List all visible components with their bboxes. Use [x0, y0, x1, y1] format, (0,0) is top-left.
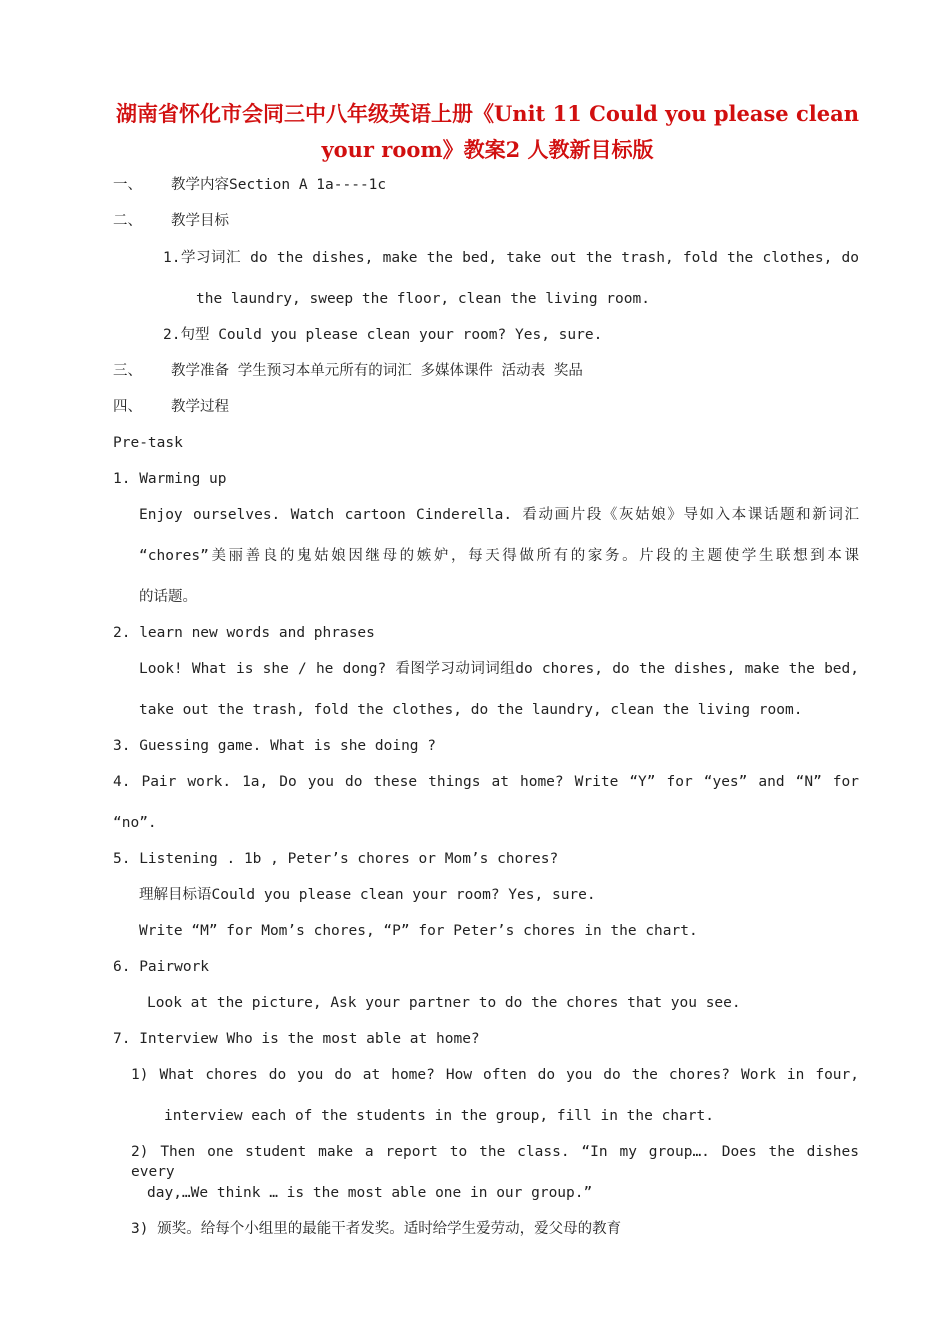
step-7-item-1-line-1: 1) What chores do you do at home? How often do you do the chores? Work in four,	[131, 1067, 859, 1083]
section-goals	[113, 211, 229, 231]
goal-vocabulary-line-2: the laundry, sweep the floor, clean the living room.	[196, 291, 650, 307]
step-1-heading: 1. Warming up	[113, 471, 227, 487]
section-number: 四、	[113, 399, 142, 415]
step-4-line-2: “no”.	[113, 815, 157, 831]
step-2-heading: 2. learn new words and phrases	[113, 625, 375, 641]
step-2-line-2: take out the trash, fold the clothes, do the laundry, clean the living room.	[139, 702, 803, 718]
step-7-item-1-line-2: interview each of the students in the group, fill in the chart.	[164, 1108, 714, 1124]
step-6-heading: 6. Pairwork	[113, 959, 210, 975]
step-7-heading: 7. Interview Who is the most able at home?	[113, 1031, 480, 1047]
section-text: 教学内容Section A 1a----1c	[171, 177, 387, 193]
step-6-line-1: Look at the picture, Ask your partner to do the chores that you see.	[147, 995, 741, 1011]
section-number: 三、	[113, 363, 142, 379]
section-preparation	[113, 361, 583, 381]
step-3: 3. Guessing game. What is she doing ?	[113, 738, 437, 754]
section-number: 二、	[113, 213, 142, 229]
step-1-line-2: “chores”美丽善良的鬼姑娘因继母的嫉妒，每天得做所有的家务。片段的主题使学生联想到本课	[139, 548, 859, 564]
step-1-line-3: 的话题。	[139, 589, 197, 605]
goal-vocabulary-line-1: 1.学习词汇 do the dishes, make the bed, take out the trash, fold the clothes, do	[163, 250, 859, 266]
title-line-1: 湖南省怀化市会同三中八年级英语上册《Unit 11 Could you please clean	[116, 101, 859, 126]
step-7-item-2-line-1: 2) Then one student make a report to the class. “In my group…. Does the dishes every	[131, 1144, 859, 1180]
section-text: 教学过程	[171, 399, 229, 415]
step-7-item-3: 3) 颁奖。给每个小组里的最能干者发奖。适时给学生爱劳动，爱父母的教育	[131, 1221, 622, 1237]
step-1-line-1: Enjoy ourselves. Watch cartoon Cinderella. 看动画片段《灰姑娘》导如入本课话题和新词汇	[139, 507, 859, 523]
step-4-line-1: 4. Pair work. 1a, Do you do these things at home? Write “Y” for “yes” and “N” for	[113, 774, 859, 790]
step-5-line-1: 理解目标语Could you please clean your room? Yes, sure.	[139, 887, 596, 903]
step-5-line-2: Write “M” for Mom’s chores, “P” for Peter’s chores in the chart.	[139, 923, 698, 939]
section-text: 教学目标	[171, 213, 229, 229]
section-number: 一、	[113, 177, 142, 193]
pretask-heading: Pre-task	[113, 435, 183, 451]
step-7-item-2-line-2: day,…We think … is the most able one in our group.”	[147, 1185, 593, 1201]
goal-sentence: 2.句型 Could you please clean your room? Yes, sure.	[163, 327, 603, 343]
section-process	[113, 397, 229, 417]
document-title	[100, 96, 875, 168]
section-content	[113, 175, 386, 195]
section-text: 教学准备 学生预习本单元所有的词汇 多媒体课件 活动表 奖品	[171, 363, 583, 379]
step-5-heading: 5. Listening . 1b , Peter’s chores or Mom’s chores?	[113, 851, 559, 867]
title-line-2: your room》教案2 人教新目标版	[321, 137, 654, 162]
step-2-line-1: Look! What is she / he dong? 看图学习动词词组do chores, do the dishes, make the bed,	[139, 661, 859, 677]
